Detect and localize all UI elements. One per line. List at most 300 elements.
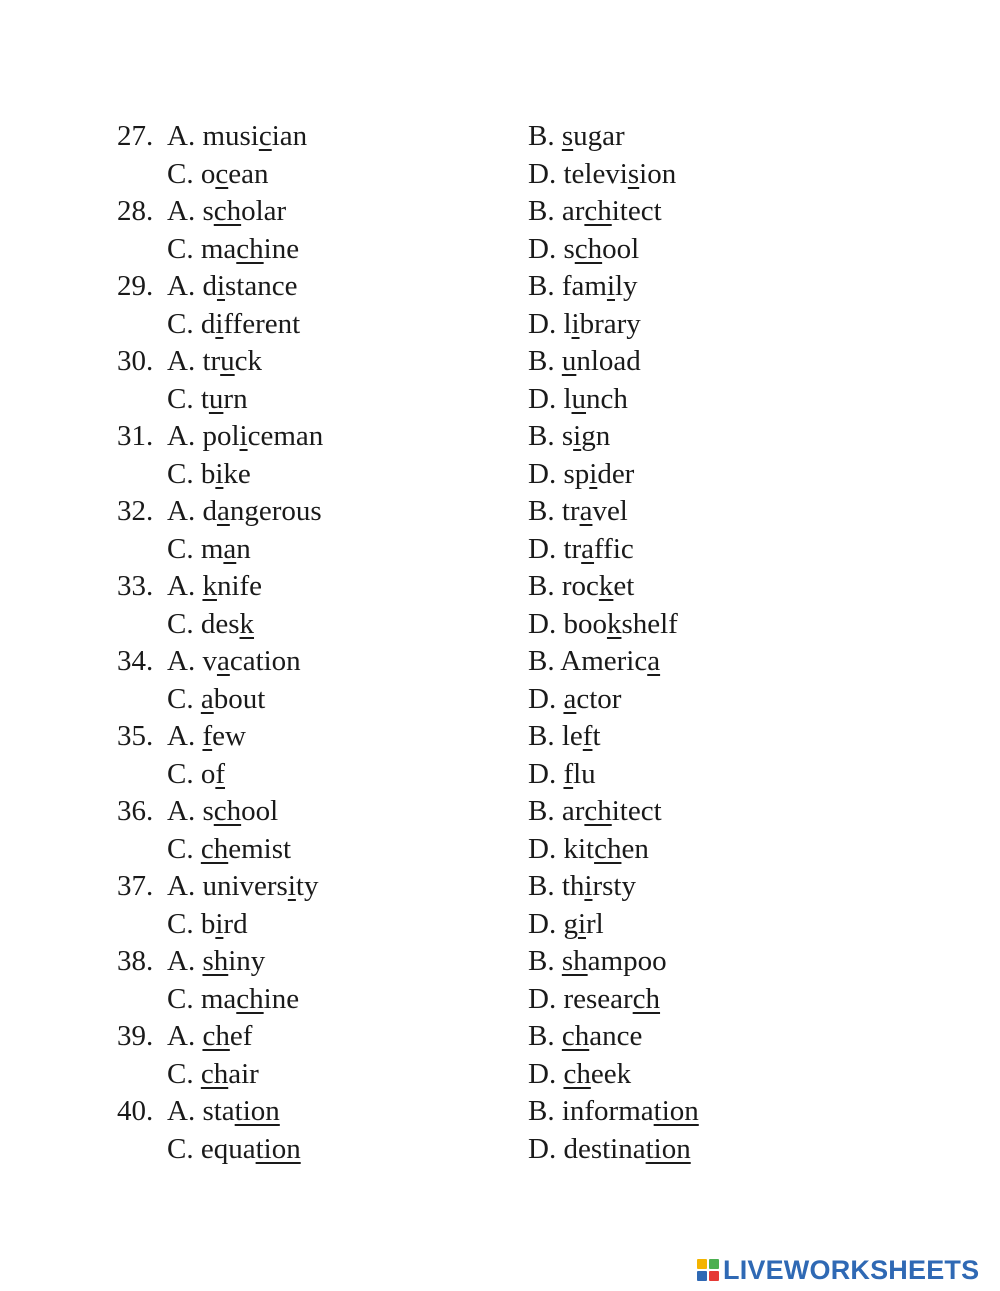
underlined-sound: k xyxy=(239,607,255,640)
option-a xyxy=(167,568,262,606)
word-suffix: ly xyxy=(615,270,638,302)
option-d xyxy=(528,981,660,1019)
option-d xyxy=(528,381,628,419)
word-prefix: t xyxy=(200,382,209,415)
question-number: 35. xyxy=(117,720,154,752)
word-suffix: nife xyxy=(216,570,263,602)
option-letter: D. xyxy=(528,532,557,565)
word-suffix: ion xyxy=(639,157,677,190)
option-a xyxy=(167,793,278,831)
question-row xyxy=(0,1018,1000,1056)
option-c xyxy=(167,981,299,1019)
option-d xyxy=(528,831,649,869)
question-row-continued xyxy=(0,306,1000,344)
option-letter: B. xyxy=(528,645,555,677)
option-letter: A. xyxy=(167,1095,196,1127)
word-prefix: s xyxy=(202,795,214,827)
word-prefix: tr xyxy=(561,495,580,527)
question-row xyxy=(0,343,1000,381)
question-number: 27. xyxy=(117,120,154,152)
option-letter: B. xyxy=(528,720,555,752)
option-c xyxy=(167,1131,301,1169)
option-d xyxy=(528,306,641,344)
option-letter: D. xyxy=(528,157,557,190)
word-suffix: gn xyxy=(581,420,611,452)
underlined-sound: u xyxy=(571,382,587,415)
underlined-sound: ch xyxy=(561,1020,590,1052)
question-row-continued xyxy=(0,756,1000,794)
option-c xyxy=(167,606,254,644)
question-row-continued xyxy=(0,981,1000,1019)
underlined-sound: i xyxy=(577,907,587,940)
word-suffix: en xyxy=(621,832,649,865)
word-suffix: eek xyxy=(590,1057,632,1090)
option-d xyxy=(528,756,596,794)
question-row xyxy=(0,418,1000,456)
underlined-sound: c xyxy=(215,157,229,190)
option-letter: D. xyxy=(528,907,557,940)
underlined-sound: a xyxy=(581,532,595,565)
question-row xyxy=(0,718,1000,756)
underlined-sound: s xyxy=(561,120,574,152)
word-prefix: roc xyxy=(561,570,599,602)
option-letter: A. xyxy=(167,795,196,827)
question-row xyxy=(0,118,1000,156)
word-prefix: d xyxy=(202,495,217,527)
option-letter: D. xyxy=(528,232,557,265)
logo-icon xyxy=(697,1259,719,1281)
question-row-continued xyxy=(0,906,1000,944)
question-number: 40. xyxy=(117,1095,154,1127)
question-row-continued xyxy=(0,456,1000,494)
word-prefix: d xyxy=(200,307,216,340)
option-letter: B. xyxy=(528,120,555,152)
underlined-sound: a xyxy=(223,532,237,565)
underlined-sound: f xyxy=(215,757,226,790)
option-c xyxy=(167,681,265,719)
word-prefix: b xyxy=(200,907,216,940)
option-d xyxy=(528,1131,691,1169)
option-d xyxy=(528,531,634,569)
option-letter: C. xyxy=(167,832,194,865)
option-letter: C. xyxy=(167,157,194,190)
question-row xyxy=(0,268,1000,306)
word-suffix: ngerous xyxy=(229,495,322,527)
underlined-sound: a xyxy=(216,645,230,677)
underlined-sound: ch xyxy=(213,795,242,827)
word-suffix: rd xyxy=(223,907,248,940)
word-prefix: tr xyxy=(202,345,221,377)
word-prefix: equa xyxy=(200,1132,256,1165)
option-letter: A. xyxy=(167,945,196,977)
option-letter: A. xyxy=(167,870,196,902)
underlined-sound: i xyxy=(606,270,615,302)
underlined-sound: f xyxy=(582,720,593,752)
question-row xyxy=(0,643,1000,681)
underlined-sound: ch xyxy=(213,195,242,227)
underlined-sound: a xyxy=(647,645,661,677)
option-d xyxy=(528,156,676,194)
underlined-sound: ch xyxy=(563,1057,591,1090)
underlined-sound: i xyxy=(216,270,226,302)
option-c xyxy=(167,156,268,194)
underlined-sound: tion xyxy=(645,1132,691,1165)
word-prefix: s xyxy=(561,420,574,452)
question-row xyxy=(0,568,1000,606)
option-d xyxy=(528,606,678,644)
question-row xyxy=(0,1093,1000,1131)
option-letter: A. xyxy=(167,120,196,152)
question-number: 39. xyxy=(117,1020,154,1052)
word-prefix: g xyxy=(563,907,578,940)
word-suffix: fferent xyxy=(223,307,301,340)
option-letter: A. xyxy=(167,720,196,752)
option-b xyxy=(528,943,667,981)
option-letter: B. xyxy=(528,795,555,827)
underlined-sound: sh xyxy=(561,945,588,977)
option-b xyxy=(528,568,634,606)
option-letter: C. xyxy=(167,982,194,1015)
option-letter: D. xyxy=(528,382,557,415)
option-d xyxy=(528,231,639,269)
underlined-sound: ch xyxy=(236,982,264,1015)
option-letter: C. xyxy=(167,907,194,940)
word-prefix: le xyxy=(561,720,583,752)
option-letter: B. xyxy=(528,870,555,902)
option-letter: A. xyxy=(167,645,196,677)
word-suffix: ool xyxy=(241,795,279,827)
option-letter: D. xyxy=(528,832,557,865)
option-a xyxy=(167,118,307,156)
word-prefix: musi xyxy=(202,120,259,152)
question-row xyxy=(0,493,1000,531)
word-suffix: bout xyxy=(213,682,266,715)
underlined-sound: ch xyxy=(236,232,264,265)
word-suffix: ef xyxy=(229,1020,253,1052)
underlined-sound: i xyxy=(571,307,580,340)
option-letter: A. xyxy=(167,495,196,527)
question-row xyxy=(0,943,1000,981)
liveworksheets-logo xyxy=(697,1255,979,1285)
word-prefix: informa xyxy=(561,1095,654,1127)
option-letter: A. xyxy=(167,270,196,302)
word-suffix: lu xyxy=(573,757,596,790)
underlined-sound: sh xyxy=(202,945,229,977)
word-prefix: sta xyxy=(202,1095,235,1127)
question-number: 37. xyxy=(117,870,154,902)
underlined-sound: a xyxy=(200,682,214,715)
word-suffix: emist xyxy=(228,832,292,865)
option-a xyxy=(167,943,265,981)
option-letter: D. xyxy=(528,1057,557,1090)
question-number: 28. xyxy=(117,195,154,227)
option-letter: C. xyxy=(167,382,194,415)
word-suffix: t xyxy=(592,720,601,752)
word-suffix: shelf xyxy=(621,607,678,640)
option-letter: B. xyxy=(528,1095,555,1127)
worksheet xyxy=(0,118,1000,1168)
word-prefix: d xyxy=(202,270,217,302)
word-suffix: ck xyxy=(234,345,263,377)
logo-text: LIVEWORKSHEETS xyxy=(723,1254,980,1285)
option-letter: D. xyxy=(528,757,557,790)
option-c xyxy=(167,306,300,344)
underlined-sound: k xyxy=(202,570,217,602)
option-letter: C. xyxy=(167,1132,194,1165)
underlined-sound: i xyxy=(589,457,598,490)
word-prefix: kit xyxy=(563,832,595,865)
option-b xyxy=(528,718,601,756)
word-prefix: pol xyxy=(202,420,240,452)
option-a xyxy=(167,1018,252,1056)
underlined-sound: u xyxy=(561,345,577,377)
word-suffix: ceman xyxy=(247,420,324,452)
question-row-continued xyxy=(0,531,1000,569)
underlined-sound: ch xyxy=(200,832,229,865)
underlined-sound: i xyxy=(239,420,248,452)
option-letter: A. xyxy=(167,345,196,377)
option-a xyxy=(167,493,322,531)
word-suffix: ool xyxy=(602,232,640,265)
word-prefix: tr xyxy=(563,532,582,565)
underlined-sound: i xyxy=(287,870,296,902)
question-row-continued xyxy=(0,231,1000,269)
word-prefix: des xyxy=(200,607,240,640)
question-row-continued xyxy=(0,381,1000,419)
logo-tile xyxy=(709,1271,719,1281)
word-suffix: ctor xyxy=(576,682,622,715)
word-suffix: olar xyxy=(241,195,287,227)
underlined-sound: k xyxy=(606,607,622,640)
question-row xyxy=(0,793,1000,831)
option-letter: B. xyxy=(528,495,555,527)
option-a xyxy=(167,718,246,756)
option-c xyxy=(167,831,291,869)
option-letter: C. xyxy=(167,232,194,265)
underlined-sound: ch xyxy=(594,832,622,865)
option-letter: A. xyxy=(167,195,196,227)
word-suffix: rsty xyxy=(592,870,636,902)
option-letter: C. xyxy=(167,757,194,790)
option-c xyxy=(167,531,251,569)
underlined-sound: i xyxy=(215,307,224,340)
word-suffix: rn xyxy=(223,382,248,415)
option-letter: C. xyxy=(167,532,194,565)
word-suffix: ean xyxy=(228,157,269,190)
word-suffix: ine xyxy=(263,982,300,1015)
underlined-sound: ch xyxy=(584,195,612,227)
underlined-sound: c xyxy=(258,120,272,152)
word-suffix: ke xyxy=(223,457,251,490)
option-letter: D. xyxy=(528,307,557,340)
question-row xyxy=(0,868,1000,906)
word-prefix: ma xyxy=(200,232,237,265)
option-letter: C. xyxy=(167,457,194,490)
option-c xyxy=(167,231,299,269)
word-suffix: ampoo xyxy=(587,945,667,977)
option-a xyxy=(167,343,262,381)
question-row-continued xyxy=(0,681,1000,719)
word-suffix: rl xyxy=(586,907,604,940)
option-d xyxy=(528,906,604,944)
question-row-continued xyxy=(0,606,1000,644)
option-a xyxy=(167,193,286,231)
word-suffix: stance xyxy=(225,270,298,302)
underlined-sound: i xyxy=(215,457,224,490)
word-suffix: n xyxy=(236,532,251,565)
question-number: 32. xyxy=(117,495,154,527)
option-b xyxy=(528,868,636,906)
option-letter: A. xyxy=(167,420,196,452)
underlined-sound: u xyxy=(208,382,224,415)
option-letter: D. xyxy=(528,982,557,1015)
word-prefix: ma xyxy=(200,982,237,1015)
underlined-sound: a xyxy=(563,682,577,715)
word-prefix: ar xyxy=(561,195,585,227)
option-c xyxy=(167,906,248,944)
underlined-sound: a xyxy=(216,495,230,527)
word-suffix: vel xyxy=(592,495,628,527)
word-suffix: der xyxy=(597,457,635,490)
underlined-sound: i xyxy=(573,420,582,452)
word-prefix: v xyxy=(202,645,217,677)
word-suffix: ugar xyxy=(573,120,625,152)
word-prefix: th xyxy=(561,870,585,902)
logo-tile xyxy=(709,1259,719,1269)
option-letter: B. xyxy=(528,570,555,602)
underlined-sound: f xyxy=(202,720,213,752)
word-prefix: s xyxy=(563,232,575,265)
option-letter: B. xyxy=(528,270,555,302)
question-row xyxy=(0,193,1000,231)
option-b xyxy=(528,268,638,306)
question-row-continued xyxy=(0,1131,1000,1169)
word-prefix: resear xyxy=(563,982,633,1015)
question-number: 36. xyxy=(117,795,154,827)
word-suffix: iny xyxy=(228,945,266,977)
option-letter: B. xyxy=(528,195,555,227)
question-row-continued xyxy=(0,831,1000,869)
logo-tile xyxy=(697,1271,707,1281)
word-suffix: itect xyxy=(611,795,662,827)
option-a xyxy=(167,268,297,306)
question-number: 33. xyxy=(117,570,154,602)
option-c xyxy=(167,756,225,794)
underlined-sound: i xyxy=(215,907,224,940)
option-b xyxy=(528,1018,642,1056)
option-c xyxy=(167,381,248,419)
option-letter: B. xyxy=(528,1020,555,1052)
word-suffix: ty xyxy=(295,870,319,902)
option-a xyxy=(167,418,323,456)
option-d xyxy=(528,681,621,719)
option-c xyxy=(167,456,251,494)
underlined-sound: ch xyxy=(584,795,612,827)
option-letter: C. xyxy=(167,607,194,640)
word-prefix: o xyxy=(200,157,216,190)
word-suffix: ine xyxy=(263,232,300,265)
option-letter: D. xyxy=(528,1132,557,1165)
word-suffix: cation xyxy=(229,645,301,677)
underlined-sound: tion xyxy=(653,1095,699,1127)
option-letter: A. xyxy=(167,1020,196,1052)
underlined-sound: a xyxy=(579,495,593,527)
word-prefix: l xyxy=(563,382,572,415)
underlined-sound: i xyxy=(584,870,593,902)
word-prefix: s xyxy=(202,195,214,227)
word-suffix: ian xyxy=(271,120,308,152)
word-suffix: nload xyxy=(576,345,641,377)
word-suffix: brary xyxy=(579,307,641,340)
underlined-sound: ch xyxy=(574,232,603,265)
option-letter: A. xyxy=(167,570,196,602)
underlined-sound: tion xyxy=(234,1095,280,1127)
question-number: 30. xyxy=(117,345,154,377)
word-suffix: nch xyxy=(586,382,628,415)
underlined-sound: ch xyxy=(200,1057,229,1090)
option-a xyxy=(167,868,318,906)
option-b xyxy=(528,343,641,381)
question-row-continued xyxy=(0,1056,1000,1094)
underlined-sound: f xyxy=(563,757,574,790)
option-d xyxy=(528,1056,631,1094)
option-letter: C. xyxy=(167,682,194,715)
word-suffix: et xyxy=(613,570,635,602)
option-a xyxy=(167,643,301,681)
underlined-sound: ch xyxy=(632,982,661,1015)
option-b xyxy=(528,793,662,831)
word-prefix: l xyxy=(563,307,572,340)
option-letter: C. xyxy=(167,1057,194,1090)
underlined-sound: u xyxy=(220,345,235,377)
word-prefix: destina xyxy=(563,1132,646,1165)
option-letter: C. xyxy=(167,307,194,340)
option-letter: D. xyxy=(528,457,557,490)
word-prefix: b xyxy=(200,457,216,490)
option-d xyxy=(528,456,634,494)
word-suffix: itect xyxy=(611,195,662,227)
option-b xyxy=(528,118,625,156)
underlined-sound: tion xyxy=(255,1132,301,1165)
option-c xyxy=(167,1056,259,1094)
word-prefix: ar xyxy=(561,795,585,827)
word-suffix: ew xyxy=(212,720,246,752)
word-prefix: sp xyxy=(563,457,590,490)
option-b xyxy=(528,418,610,456)
option-b xyxy=(528,1093,699,1131)
word-prefix: univers xyxy=(202,870,288,902)
underlined-sound: s xyxy=(627,157,640,190)
option-letter: B. xyxy=(528,420,555,452)
word-prefix: o xyxy=(200,757,216,790)
option-b xyxy=(528,193,662,231)
word-prefix: Americ xyxy=(560,645,648,677)
option-letter: D. xyxy=(528,682,557,715)
question-number: 38. xyxy=(117,945,154,977)
word-prefix: fam xyxy=(561,270,607,302)
option-letter: B. xyxy=(528,945,555,977)
question-number: 29. xyxy=(117,270,154,302)
word-prefix: boo xyxy=(563,607,607,640)
question-number: 31. xyxy=(117,420,154,452)
underlined-sound: k xyxy=(598,570,614,602)
question-number: 34. xyxy=(117,645,154,677)
underlined-sound: ch xyxy=(202,1020,230,1052)
option-b xyxy=(528,643,660,681)
option-a xyxy=(167,1093,280,1131)
option-b xyxy=(528,493,628,531)
word-suffix: air xyxy=(228,1057,259,1090)
